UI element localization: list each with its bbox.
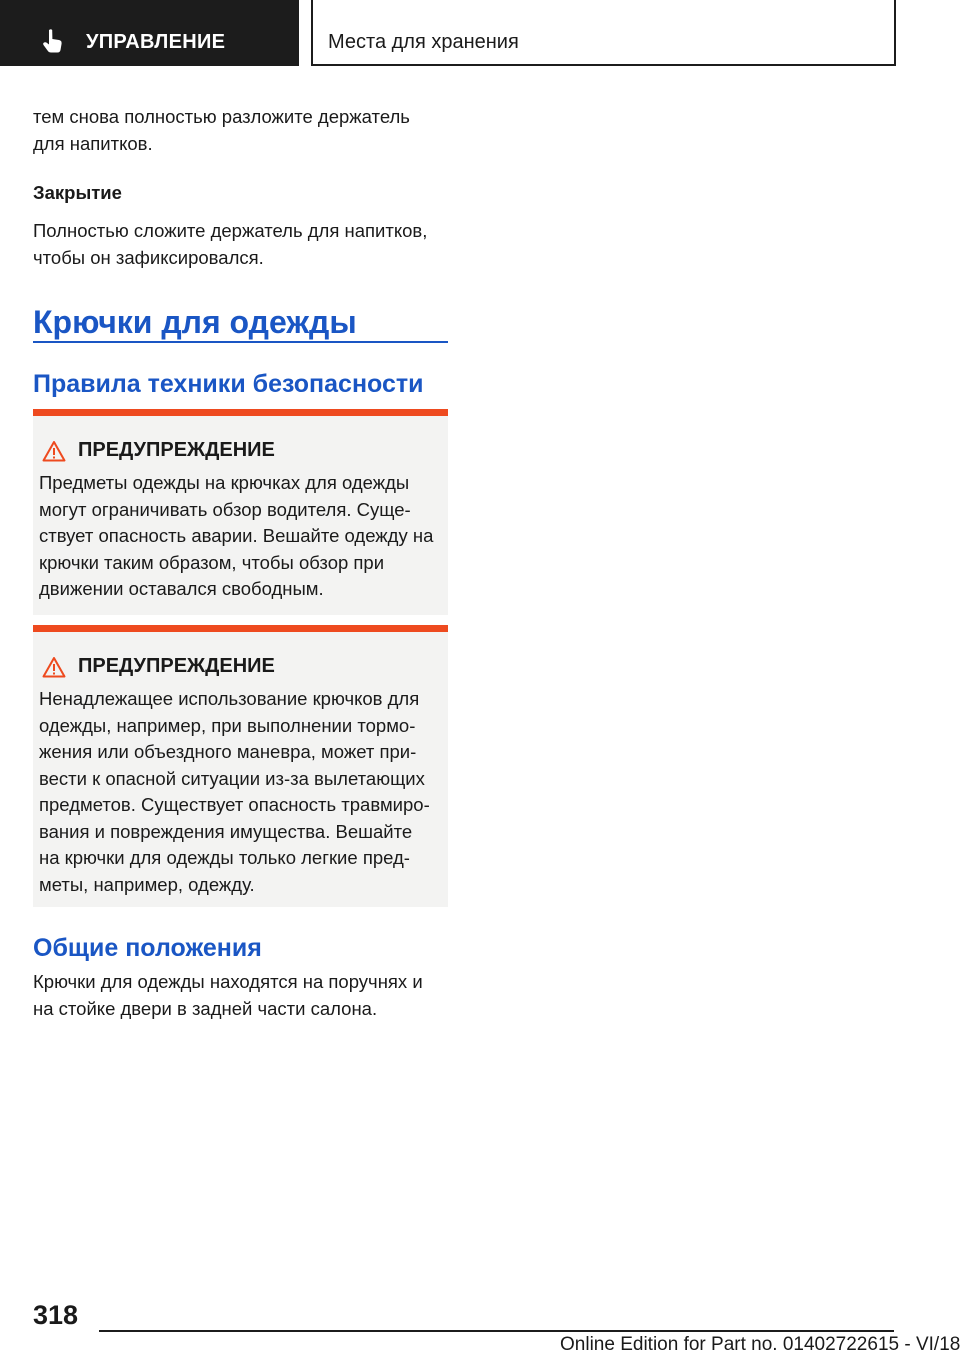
closing-title: Закрытие: [33, 182, 122, 203]
warning-line: вести к опасной ситуации из-за вылетающих: [39, 767, 425, 789]
footer-edition: Online Edition for Part no. 01402722615 - VI/18: [560, 1334, 960, 1355]
general-block: [33, 932, 448, 1022]
warning-text: [39, 470, 444, 603]
warning-line: меты, например, одежду.: [39, 873, 255, 895]
closing-line: Полностью сложите держатель для напитков,: [33, 220, 428, 241]
intro-line: для напитков.: [33, 133, 153, 154]
warning-line: Предметы одежды на крючках для одежды: [39, 472, 410, 493]
section-title-rule: [33, 341, 448, 343]
warning-box: [33, 625, 448, 907]
warning-line: Ненадлежащее использование крючков для: [39, 688, 420, 709]
warning-triangle-icon: [42, 440, 66, 462]
warning-line: вания и повреждения имущества. Вешайте: [39, 820, 413, 842]
section-title: Крючки для одежды: [33, 304, 357, 340]
general-title: Общие положения: [33, 934, 262, 962]
warning-label: ПРЕДУПРЕЖДЕНИЕ: [78, 655, 275, 677]
header-chapter-label: Места для хранения: [328, 31, 519, 53]
footer-rule: [99, 1330, 894, 1332]
general-line: на стойке двери в задней части салона.: [33, 998, 378, 1019]
warning-line: предметов. Существует опасность травмиро-: [39, 794, 430, 815]
warning-line: одежды, например, при выполнении тормо-: [39, 714, 416, 736]
warning-line: движении оставался свободным.: [39, 578, 324, 599]
warning-text: [39, 686, 444, 898]
closing-line: чтобы он зафиксировался.: [33, 247, 264, 268]
header-chapter-box: [311, 0, 896, 66]
warning-line: крючки таким образом, чтобы обзор при: [39, 551, 385, 573]
warning-line: могут ограничивать обзор водителя. Суще-: [39, 498, 411, 520]
header-section-tab: [0, 0, 299, 66]
closing-block: [33, 179, 448, 271]
intro-paragraph: [33, 103, 448, 157]
warning-line: на крючки для одежды только легкие пред-: [39, 847, 410, 868]
intro-line: тем снова полностью разложите держатель: [33, 106, 410, 127]
page-number: 318: [33, 1300, 79, 1330]
safety-title: Правила техники безопасности: [33, 370, 424, 398]
warning-triangle-icon: [42, 656, 66, 678]
warning-line: жения или объездного маневра, может при-: [39, 741, 417, 762]
header-section-label: УПРАВЛЕНИЕ: [86, 31, 226, 53]
warning-line: ствует опасность аварии. Вешайте одежду на: [39, 525, 434, 546]
general-line: Крючки для одежды находятся на поручнях и: [33, 971, 423, 992]
warning-label: ПРЕДУПРЕЖДЕНИЕ: [78, 439, 275, 461]
warning-box: [33, 409, 448, 615]
hand-pointer-icon: [40, 28, 66, 54]
